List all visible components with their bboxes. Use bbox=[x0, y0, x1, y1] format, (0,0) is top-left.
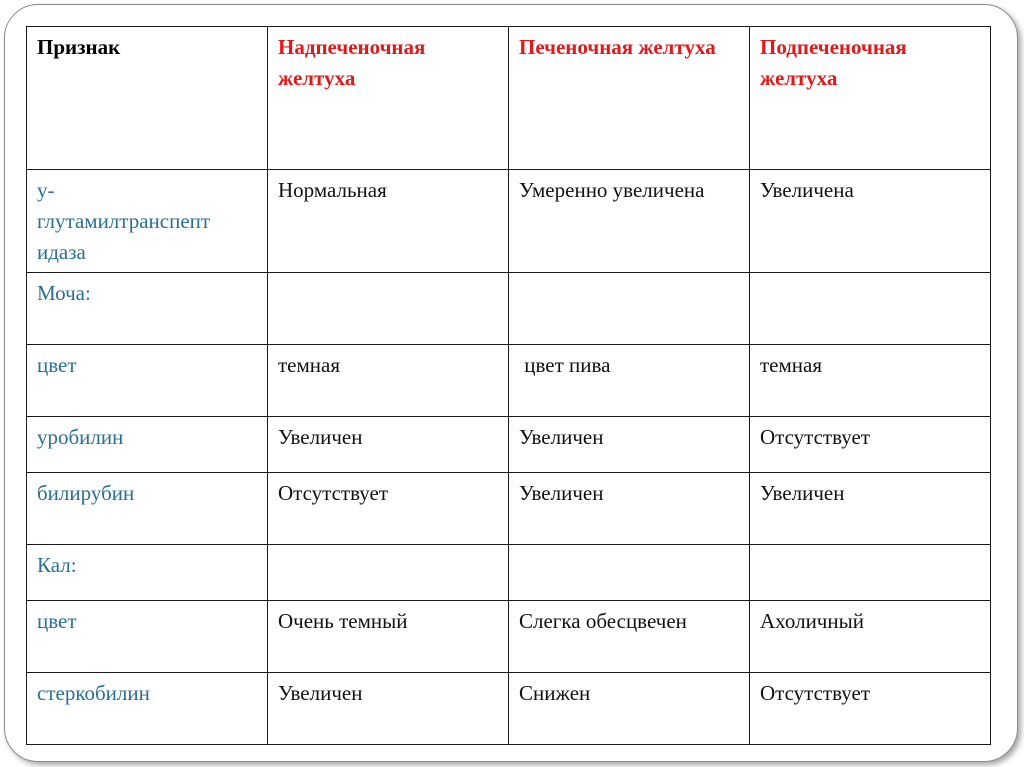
row-label-line: идаза bbox=[37, 240, 86, 264]
table-cell: Увеличена bbox=[750, 170, 991, 273]
row-label: билирубин bbox=[27, 473, 268, 545]
row-label: цвет bbox=[27, 601, 268, 673]
table-cell bbox=[268, 545, 509, 601]
table-cell: Очень темный bbox=[268, 601, 509, 673]
table-cell bbox=[509, 545, 750, 601]
table-row bbox=[27, 473, 991, 545]
row-label-line: у- bbox=[37, 178, 55, 202]
table-row bbox=[27, 273, 991, 345]
table-cell: Ахоличный bbox=[750, 601, 991, 673]
table-cell bbox=[750, 545, 991, 601]
row-label: уробилин bbox=[27, 417, 268, 473]
header-cell-feature: Признак bbox=[27, 27, 268, 170]
table-cell: Увеличен bbox=[268, 673, 509, 745]
table-cell bbox=[750, 273, 991, 345]
row-label: Моча: bbox=[27, 273, 268, 345]
table-cell: Умеренно увеличена bbox=[509, 170, 750, 273]
header-cell-prehepatic: Надпеченочная желтуха bbox=[268, 27, 509, 170]
comparison-table bbox=[26, 26, 991, 745]
table-cell: Нормальная bbox=[268, 170, 509, 273]
table-cell: Увеличен bbox=[268, 417, 509, 473]
row-label: цвет bbox=[27, 345, 268, 417]
table-cell: Увеличен bbox=[750, 473, 991, 545]
table-cell: Снижен bbox=[509, 673, 750, 745]
table-row bbox=[27, 673, 991, 745]
row-label bbox=[27, 170, 268, 273]
table-row bbox=[27, 417, 991, 473]
table-cell: Увеличен bbox=[509, 417, 750, 473]
table-row bbox=[27, 345, 991, 417]
table-cell: Отсутствует bbox=[268, 473, 509, 545]
table-cell bbox=[268, 273, 509, 345]
table-cell: цвет пива bbox=[509, 345, 750, 417]
table-header-row bbox=[27, 27, 991, 170]
table-cell: Отсутствует bbox=[750, 417, 991, 473]
table-cell: Увеличен bbox=[509, 473, 750, 545]
table-cell: темная bbox=[750, 345, 991, 417]
table-cell bbox=[509, 273, 750, 345]
table-row bbox=[27, 170, 991, 273]
table-row bbox=[27, 545, 991, 601]
row-label: Кал: bbox=[27, 545, 268, 601]
table-cell: Отсутствует bbox=[750, 673, 991, 745]
header-cell-posthepatic: Подпеченочная желтуха bbox=[750, 27, 991, 170]
header-cell-hepatic: Печеночная желтуха bbox=[509, 27, 750, 170]
table-cell: Слегка обесцвечен bbox=[509, 601, 750, 673]
table-cell: темная bbox=[268, 345, 509, 417]
row-label-line: глутамилтранспепт bbox=[37, 209, 211, 233]
table-row bbox=[27, 601, 991, 673]
row-label: стеркобилин bbox=[27, 673, 268, 745]
